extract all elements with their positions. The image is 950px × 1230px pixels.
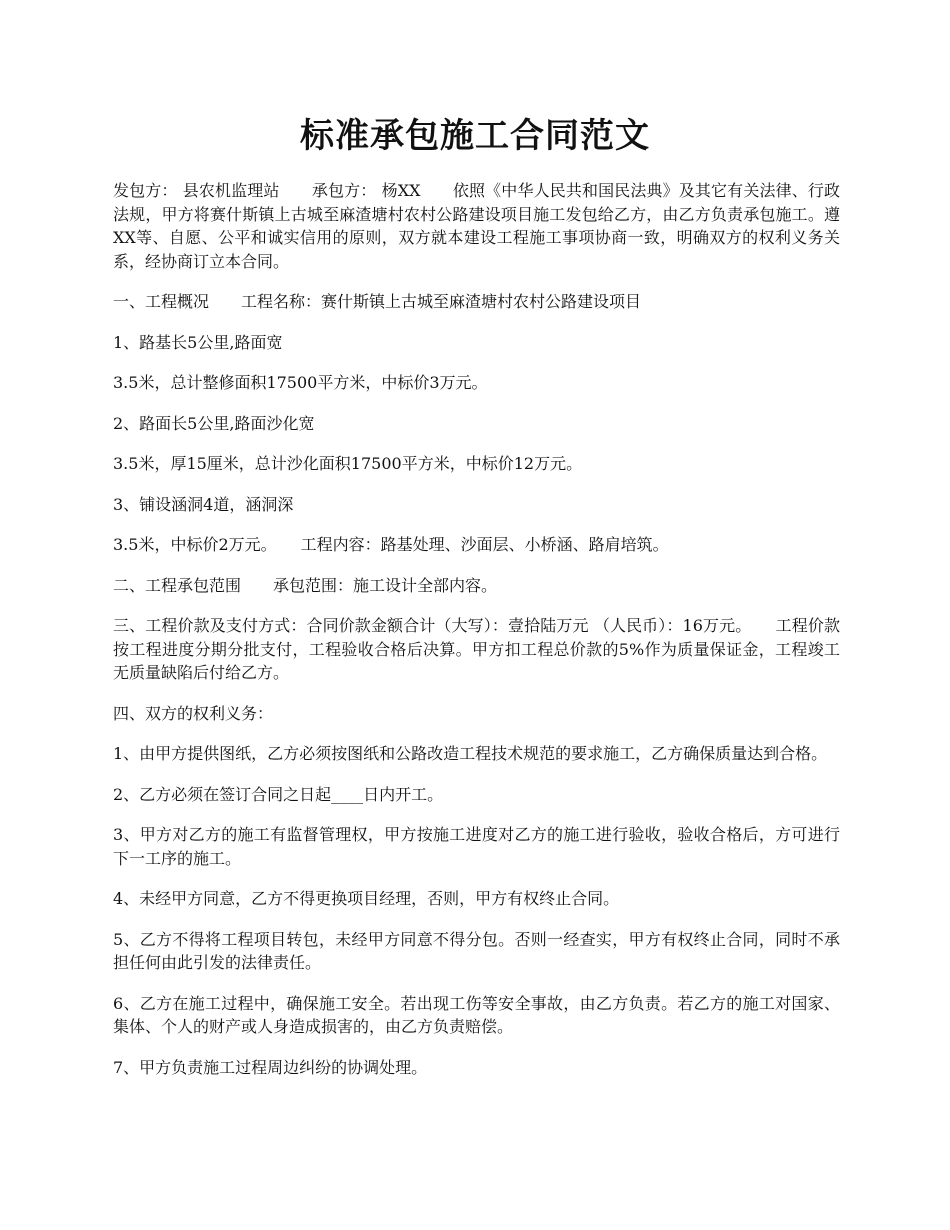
paragraph-duty-5: 5、乙方不得将工程项目转包，未经甲方同意不得分包。否则一经查实，甲方有权终止合同，同时不承担任何由此引发的法律责任。 [113, 929, 840, 972]
paragraph-item-2-detail: 3.5米，厚15厘米，总计沙化面积17500平方米，中标价12万元。 [113, 454, 583, 473]
paragraph-item-1-detail: 3.5米，总计整修面积17500平方米，中标价3万元。 [113, 373, 488, 392]
paragraph-section-4-heading: 四、双方的权利义务： [113, 703, 274, 723]
document-body [113, 179, 840, 1096]
document-title: 标准承包施工合同范文 [300, 116, 650, 156]
paragraph-duty-7: 7、甲方负责施工过程周边纠纷的协调处理。 [113, 1057, 428, 1077]
paragraph-duty-4: 4、未经甲方同意，乙方不得更换项目经理，否则，甲方有权终止合同。 [113, 889, 620, 908]
paragraph-duty-6: 6、乙方在施工过程中，确保施工安全。若出现工伤等安全事故，由乙方负责。若乙方的施工对国家、集体、个人的财产或人身造成损害的，由乙方负责赔偿。 [113, 993, 840, 1036]
paragraph-item-1: 1、路基长5公里,路面宽 [113, 332, 283, 352]
paragraph-duty-3: 3、甲方对乙方的施工有监督管理权，甲方按施工进度对乙方的施工进行验收，验收合格后，方可进行下一工序的施工。 [113, 825, 840, 868]
paragraph-section-3-payment: 三、工程价款及支付方式：合同价款金额合计（大写）：壹拾陆万元 （人民币）：16万元。 工程价款按工程进度分期分批支付，工程验收合格后决算。甲方扣工程总价款的5%作为质量保证金，工程竣工无质量缺陷后付给乙方。 [113, 616, 840, 682]
paragraph-item-3: 3、铺设涵洞4道，涵洞深 [113, 494, 294, 514]
paragraph-item-2: 2、路面长5公里,路面沙化宽 [113, 413, 315, 433]
paragraph-duty-1: 1、由甲方提供图纸，乙方必须按图纸和公路改造工程技术规范的要求施工，乙方确保质量达到合格。 [113, 744, 828, 763]
paragraph-section-1-overview: 一、工程概况 工程名称：赛什斯镇上古城至麻渣塘村农村公路建设项目 [113, 292, 642, 311]
paragraph-section-2-scope: 二、工程承包范围 承包范围：施工设计全部内容。 [113, 575, 498, 595]
paragraph-item-3-detail: 3.5米，中标价2万元。 工程内容：路基处理、沙面层、小桥涵、路肩培筑。 [113, 535, 669, 554]
paragraph-duty-2: 2、乙方必须在签订合同之日起____日内开工。 [113, 784, 444, 804]
paragraph-preamble: 发包方： 县农机监理站 承包方： 杨XX 依照《中华人民共和国民法典》及其它有关法律、行政法规，甲方将赛什斯镇上古城至麻渣塘村农村公路建设项目施工发包给乙方，由乙方负责承包施工。遵XX等、自愿、公平和诚实信用的原则，双方就本建设工程施工事项协商一致，明确双方的权利义务关系，经协商订立本合同。 [113, 181, 840, 271]
